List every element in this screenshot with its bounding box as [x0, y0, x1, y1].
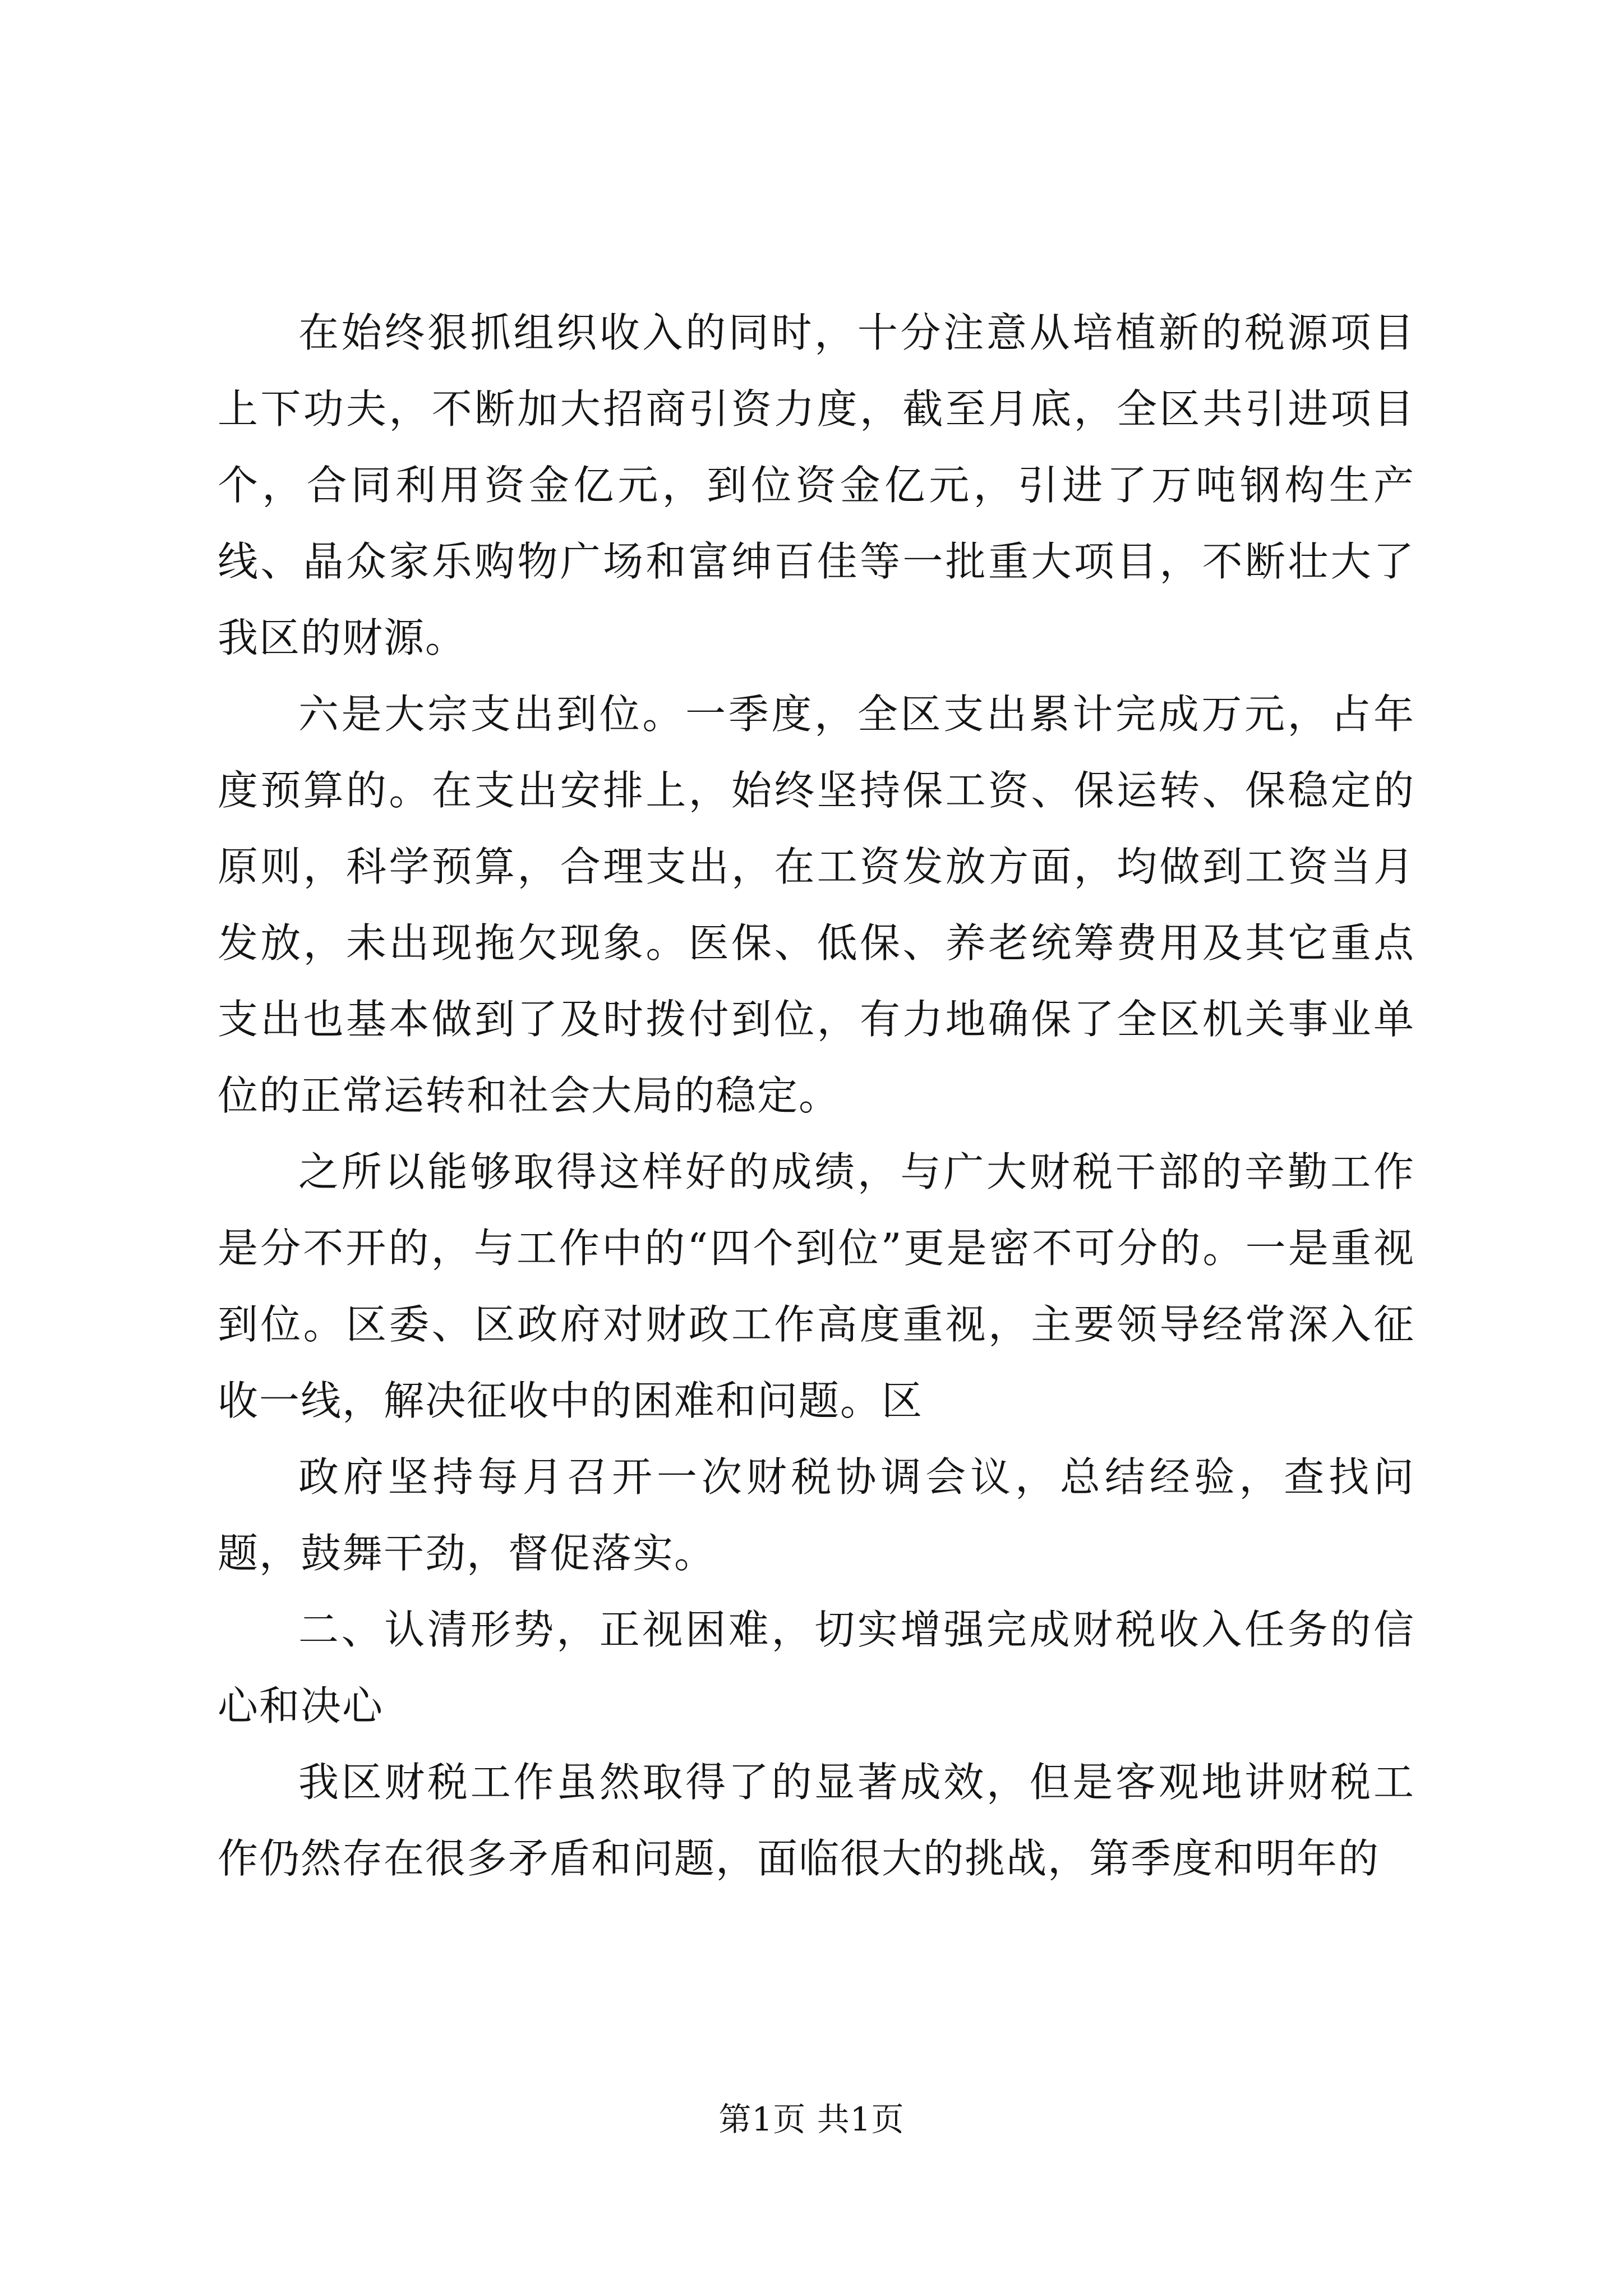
paragraph-attract-investment: 在始终狠抓组织收入的同时，十分注意从培植新的税源项目上下功夫，不断加大招商引资力度，截至月底，全区共引进项目个，合同利用资金亿元，到位资金亿元，引进了万吨钢构生产线、晶众家乐购物广场和富绅百佳等一批重大项目，不断壮大了我区的财源。	[218, 309, 1415, 661]
paragraph-expenditure: 六是大宗支出到位。一季度，全区支出累计完成万元，占年度预算的。在支出安排上，始终坚持保工资、保运转、保稳定的原则，科学预算，合理支出，在工资发放方面，均做到工资当月发放，未出现拖欠现象。医保、低保、养老统筹费用及其它重点支出也基本做到了及时拨付到位，有力地确保了全区机关事业单位的正常运转和社会大局的稳定。	[218, 691, 1415, 1119]
paragraph-challenges: 我区财税工作虽然取得了的显著成效，但是客观地讲财税工作仍然存在很多矛盾和问题，面临很大的挑战，第季度和明年的	[218, 1759, 1415, 1882]
paragraph-monthly-meeting: 政府坚持每月召开一次财税协调会议，总结经验，查找问题，鼓舞干劲，督促落实。	[218, 1453, 1415, 1577]
paragraph-achievements: 之所以能够取得这样好的成绩，与广大财税干部的辛勤工作是分不开的，与工作中的“四个到位”更是密不可分的。一是重视到位。区委、区政府对财政工作高度重视，主要领导经常深入征收一线，解决征收中的困难和问题。区	[218, 1148, 1415, 1424]
page-footer: 第1页 共1页	[718, 2100, 905, 2138]
section-heading-two: 二、认清形势，正视困难，切实增强完成财税收入任务的信心和决心	[218, 1606, 1415, 1729]
document-body	[218, 295, 1415, 1897]
